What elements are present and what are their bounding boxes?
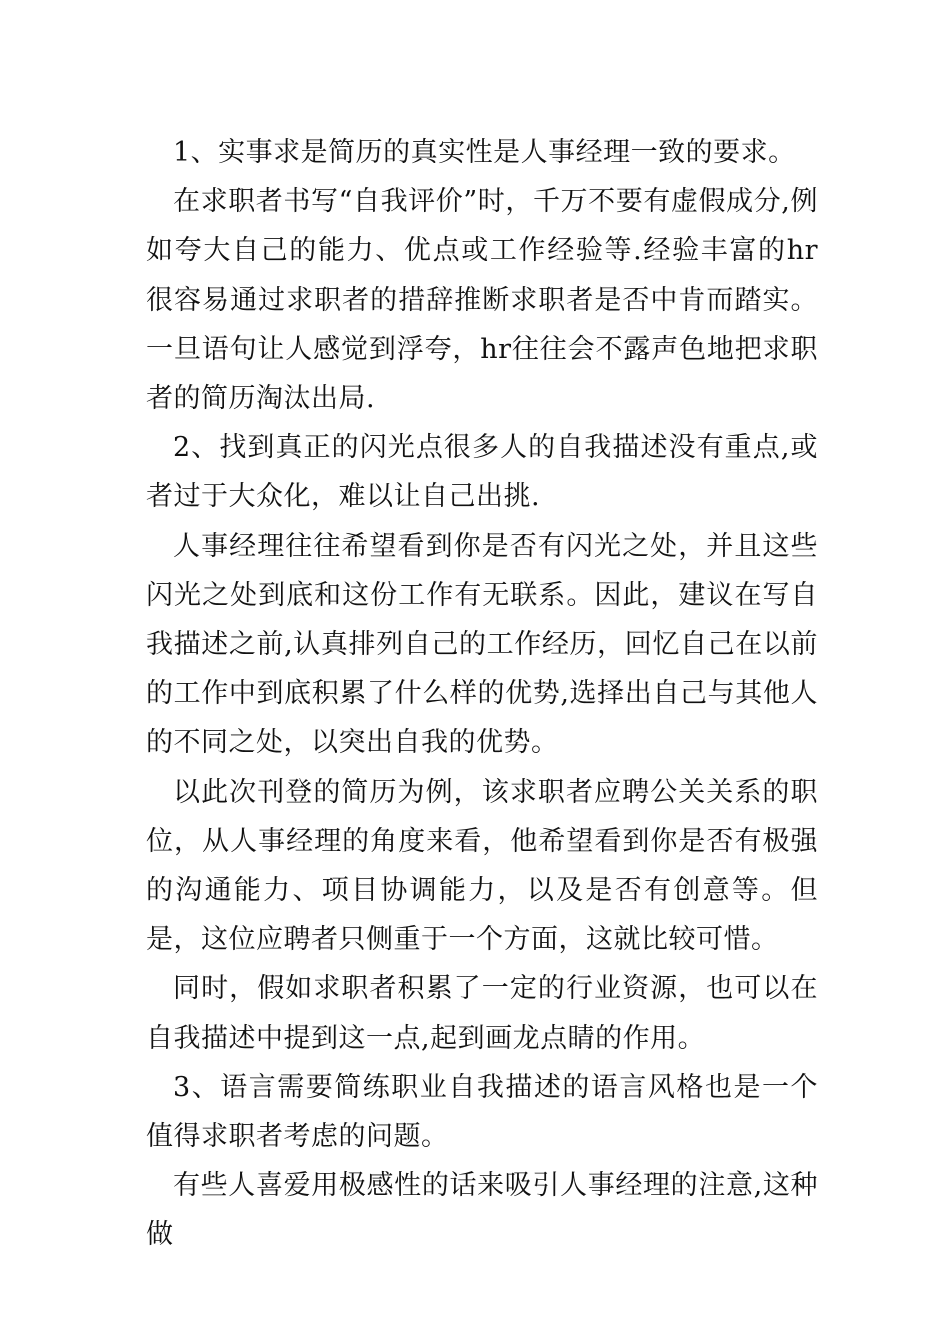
body-text — [146, 128, 818, 1260]
paragraph-8: 有些人喜爱用极感性的话来吸引人事经理的注意,这种做 — [146, 1170, 818, 1251]
paragraph-7: 3、语言需要简练职业自我描述的语言风格也是一个值得求职者考虑的问题。 — [146, 1071, 818, 1153]
paragraph-4: 人事经理往往希望看到你是否有闪光之处，并且这些闪光之处到底和这份工作有无联系。因此，建议在写自我描述之前,认真排列自己的工作经历，回忆自己在以前的工作中到底积累了什么样的优势,选择出自己与其他人的不同之处，以突出自我的优势。 — [146, 530, 818, 759]
paragraph-1: 1、实事求是简历的真实性是人事经理一致的要求。 — [173, 137, 796, 168]
paragraph-2: 在求职者书写“自我评价”时，千万不要有虚假成分,例如夸大自己的能力、优点或工作经验等.经验丰富的hr很容易通过求职者的措辞推断求职者是否中肯而踏实。一旦语句让人感觉到浮夸，hr往往会不露声色地把求职者的简历淘汰出局. — [146, 186, 818, 415]
paragraph-5: 以此次刊登的简历为例，该求职者应聘公关关系的职位，从人事经理的角度来看，他希望看到你是否有极强的沟通能力、项目协调能力，以及是否有创意等。但是，这位应聘者只侧重于一个方面，这就比较可惜。 — [146, 776, 818, 956]
paragraph-3: 2、找到真正的闪光点很多人的自我描述没有重点,或者过于大众化，难以让自己出挑. — [146, 432, 818, 513]
paragraph-6: 同时，假如求职者积累了一定的行业资源，也可以在自我描述中提到这一点,起到画龙点睛的作用。 — [146, 973, 818, 1054]
